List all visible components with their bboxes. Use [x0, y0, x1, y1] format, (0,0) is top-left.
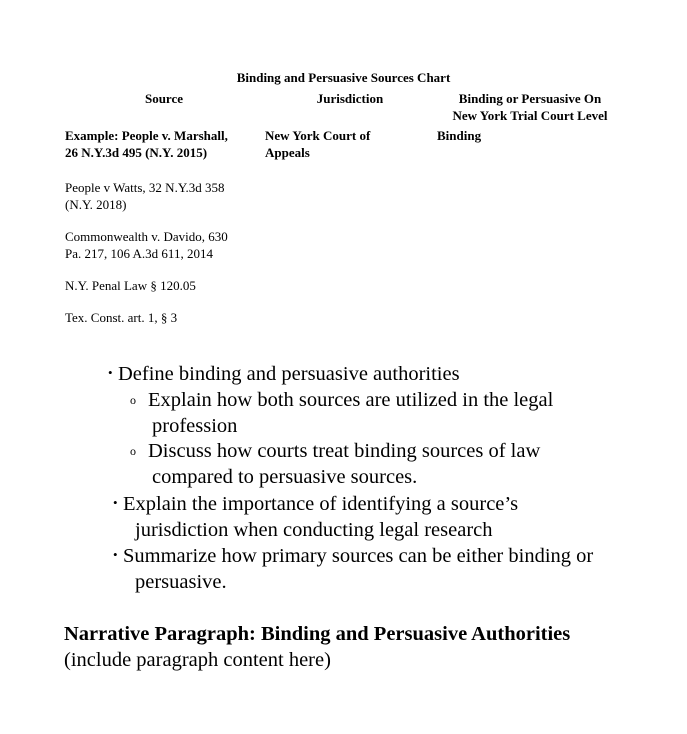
- sub-bullet-circle-icon: o: [130, 393, 136, 407]
- example-jurisdiction-line1: New York Court of: [265, 128, 371, 143]
- source-row-line1: People v Watts, 32 N.Y.3d 358: [65, 180, 225, 195]
- header-binding-line1: Binding or Persuasive On: [458, 91, 602, 106]
- source-row-line1: Commonwealth v. Davido, 630: [65, 229, 228, 244]
- source-row-line2: Pa. 217, 106 A.3d 611, 2014: [65, 246, 213, 261]
- sub-bullet-text: Discuss how courts treat binding sources of law: [148, 440, 541, 462]
- example-source: [65, 127, 228, 161]
- example-source-line1: Example: People v. Marshall,: [65, 128, 228, 143]
- source-row: N.Y. Penal Law § 120.05: [65, 278, 196, 293]
- narrative-heading: Narrative Paragraph: Binding and Persuasive Authorities: [64, 623, 571, 645]
- header-jurisdiction: Jurisdiction: [316, 91, 384, 106]
- bullet-dot-icon: •: [113, 547, 118, 562]
- example-jurisdiction: [265, 127, 370, 161]
- example-jurisdiction-line2: Appeals: [265, 145, 310, 160]
- source-row: [65, 228, 228, 262]
- sub-bullet-item: [130, 438, 540, 490]
- bullet-dot-icon: •: [108, 365, 113, 380]
- chart-title: Binding and Persuasive Sources Chart: [236, 70, 451, 85]
- bullet-text: Summarize how primary sources can be either binding or: [123, 545, 594, 567]
- sub-bullet-text-cont: profession: [152, 415, 238, 437]
- bullet-item: [108, 360, 460, 387]
- bullet-text-cont: jurisdiction when conducting legal research: [135, 519, 493, 541]
- header-binding-line2: New York Trial Court Level: [452, 108, 608, 123]
- source-row: Tex. Const. art. 1, § 3: [65, 310, 178, 325]
- header-source: Source: [144, 91, 184, 106]
- source-row: [65, 179, 225, 213]
- example-binding: Binding: [437, 128, 482, 143]
- bullet-text: Explain the importance of identifying a source’s: [123, 493, 519, 515]
- sub-bullet-text-cont: compared to persuasive sources.: [152, 466, 418, 488]
- narrative-placeholder: (include paragraph content here): [64, 649, 331, 671]
- bullet-text-cont: persuasive.: [135, 571, 227, 593]
- bullet-dot-icon: •: [113, 495, 118, 510]
- bullet-text: Define binding and persuasive authorities: [118, 363, 460, 385]
- bullet-item: [113, 490, 518, 543]
- sub-bullet-text: Explain how both sources are utilized in the legal: [148, 389, 554, 411]
- source-row-line2: (N.Y. 2018): [65, 197, 127, 212]
- sub-bullet-circle-icon: o: [130, 444, 136, 458]
- bullet-item: [113, 542, 593, 595]
- example-source-line2: 26 N.Y.3d 495 (N.Y. 2015): [65, 145, 208, 160]
- header-binding-persuasive: [424, 90, 636, 124]
- sub-bullet-item: [130, 387, 553, 439]
